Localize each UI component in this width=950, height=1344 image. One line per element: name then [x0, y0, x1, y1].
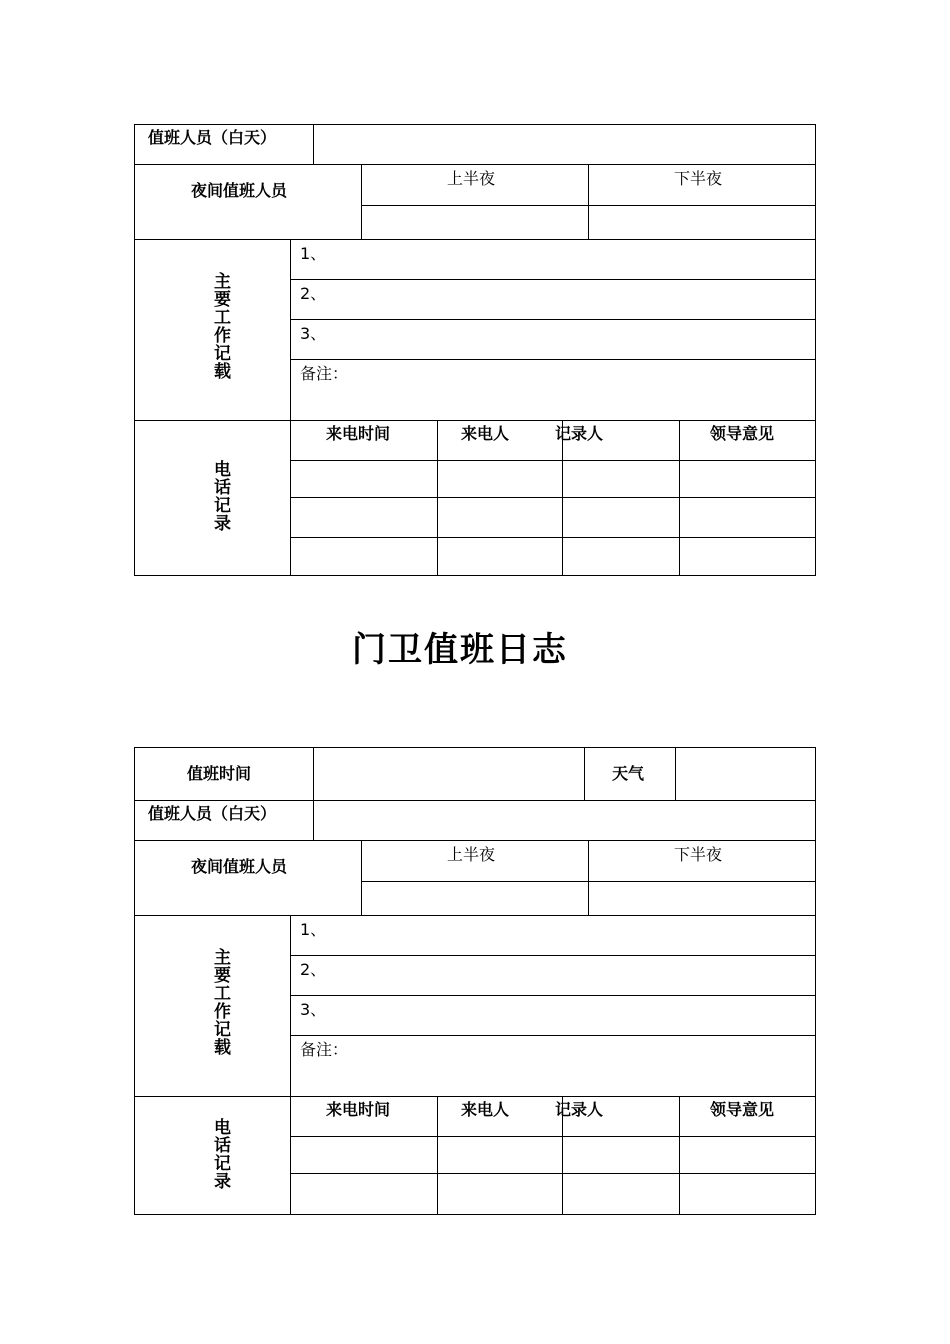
day-staff-label: 值班人员（白天）: [148, 804, 277, 823]
first-half-night-label: 上半夜: [447, 169, 496, 188]
table-row: [290, 537, 816, 538]
main-work-label: 主要工作记载: [210, 272, 230, 380]
weather-label: 天气: [612, 764, 645, 783]
day-staff-field[interactable]: [314, 801, 815, 840]
col-leader-opinion: 领导意见: [710, 424, 775, 443]
weather-field[interactable]: [676, 748, 815, 800]
divider: [134, 1096, 816, 1097]
first-half-night-field[interactable]: [362, 882, 587, 915]
table-row: [290, 497, 816, 498]
page-title: 门卫值班日志: [352, 630, 568, 670]
col-recorder: 记录人: [555, 424, 604, 443]
phone-record-label: 电话记录: [210, 460, 230, 532]
work-item-1[interactable]: 1、: [300, 244, 327, 263]
second-half-night-label: 下半夜: [674, 845, 723, 864]
remark-label[interactable]: 备注：: [300, 1040, 349, 1059]
divider: [290, 359, 816, 360]
work-item-2[interactable]: 2、: [300, 960, 327, 979]
second-half-night-field[interactable]: [589, 882, 815, 915]
table-row: [290, 460, 816, 461]
divider: [290, 995, 816, 996]
day-staff-label: 值班人员（白天）: [148, 128, 277, 147]
work-item-3[interactable]: 3、: [300, 324, 327, 343]
divider: [437, 420, 438, 576]
divider: [134, 239, 816, 240]
table-row: [290, 1173, 816, 1174]
first-half-night-field[interactable]: [362, 206, 587, 239]
col-caller: 来电人: [461, 1100, 510, 1119]
divider: [290, 239, 291, 576]
remark-label[interactable]: 备注：: [300, 364, 349, 383]
first-half-night-label: 上半夜: [447, 845, 496, 864]
duty-time-label: 值班时间: [187, 764, 252, 783]
divider: [290, 915, 291, 1215]
work-item-3[interactable]: 3、: [300, 1000, 327, 1019]
col-incoming-time: 来电时间: [326, 424, 391, 443]
table-row: [290, 1136, 816, 1137]
divider: [290, 955, 816, 956]
divider: [134, 915, 816, 916]
col-recorder: 记录人: [555, 1100, 604, 1119]
col-leader-opinion: 领导意见: [710, 1100, 775, 1119]
phone-record-label: 电话记录: [210, 1118, 230, 1190]
night-staff-label: 夜间值班人员: [191, 857, 288, 876]
divider: [313, 124, 314, 165]
night-staff-label: 夜间值班人员: [191, 181, 288, 200]
divider: [437, 1096, 438, 1215]
second-half-night-label: 下半夜: [674, 169, 723, 188]
divider: [290, 1035, 816, 1036]
col-caller: 来电人: [461, 424, 510, 443]
divider: [679, 420, 680, 576]
main-work-label: 主要工作记载: [210, 948, 230, 1056]
work-item-1[interactable]: 1、: [300, 920, 327, 939]
col-incoming-time: 来电时间: [326, 1100, 391, 1119]
duty-time-field[interactable]: [314, 748, 584, 800]
divider: [290, 319, 816, 320]
divider: [134, 164, 816, 165]
divider: [290, 279, 816, 280]
work-item-2[interactable]: 2、: [300, 284, 327, 303]
divider: [134, 840, 816, 841]
divider: [134, 420, 816, 421]
divider: [584, 747, 585, 801]
second-half-night-field[interactable]: [589, 206, 815, 239]
divider: [679, 1096, 680, 1215]
